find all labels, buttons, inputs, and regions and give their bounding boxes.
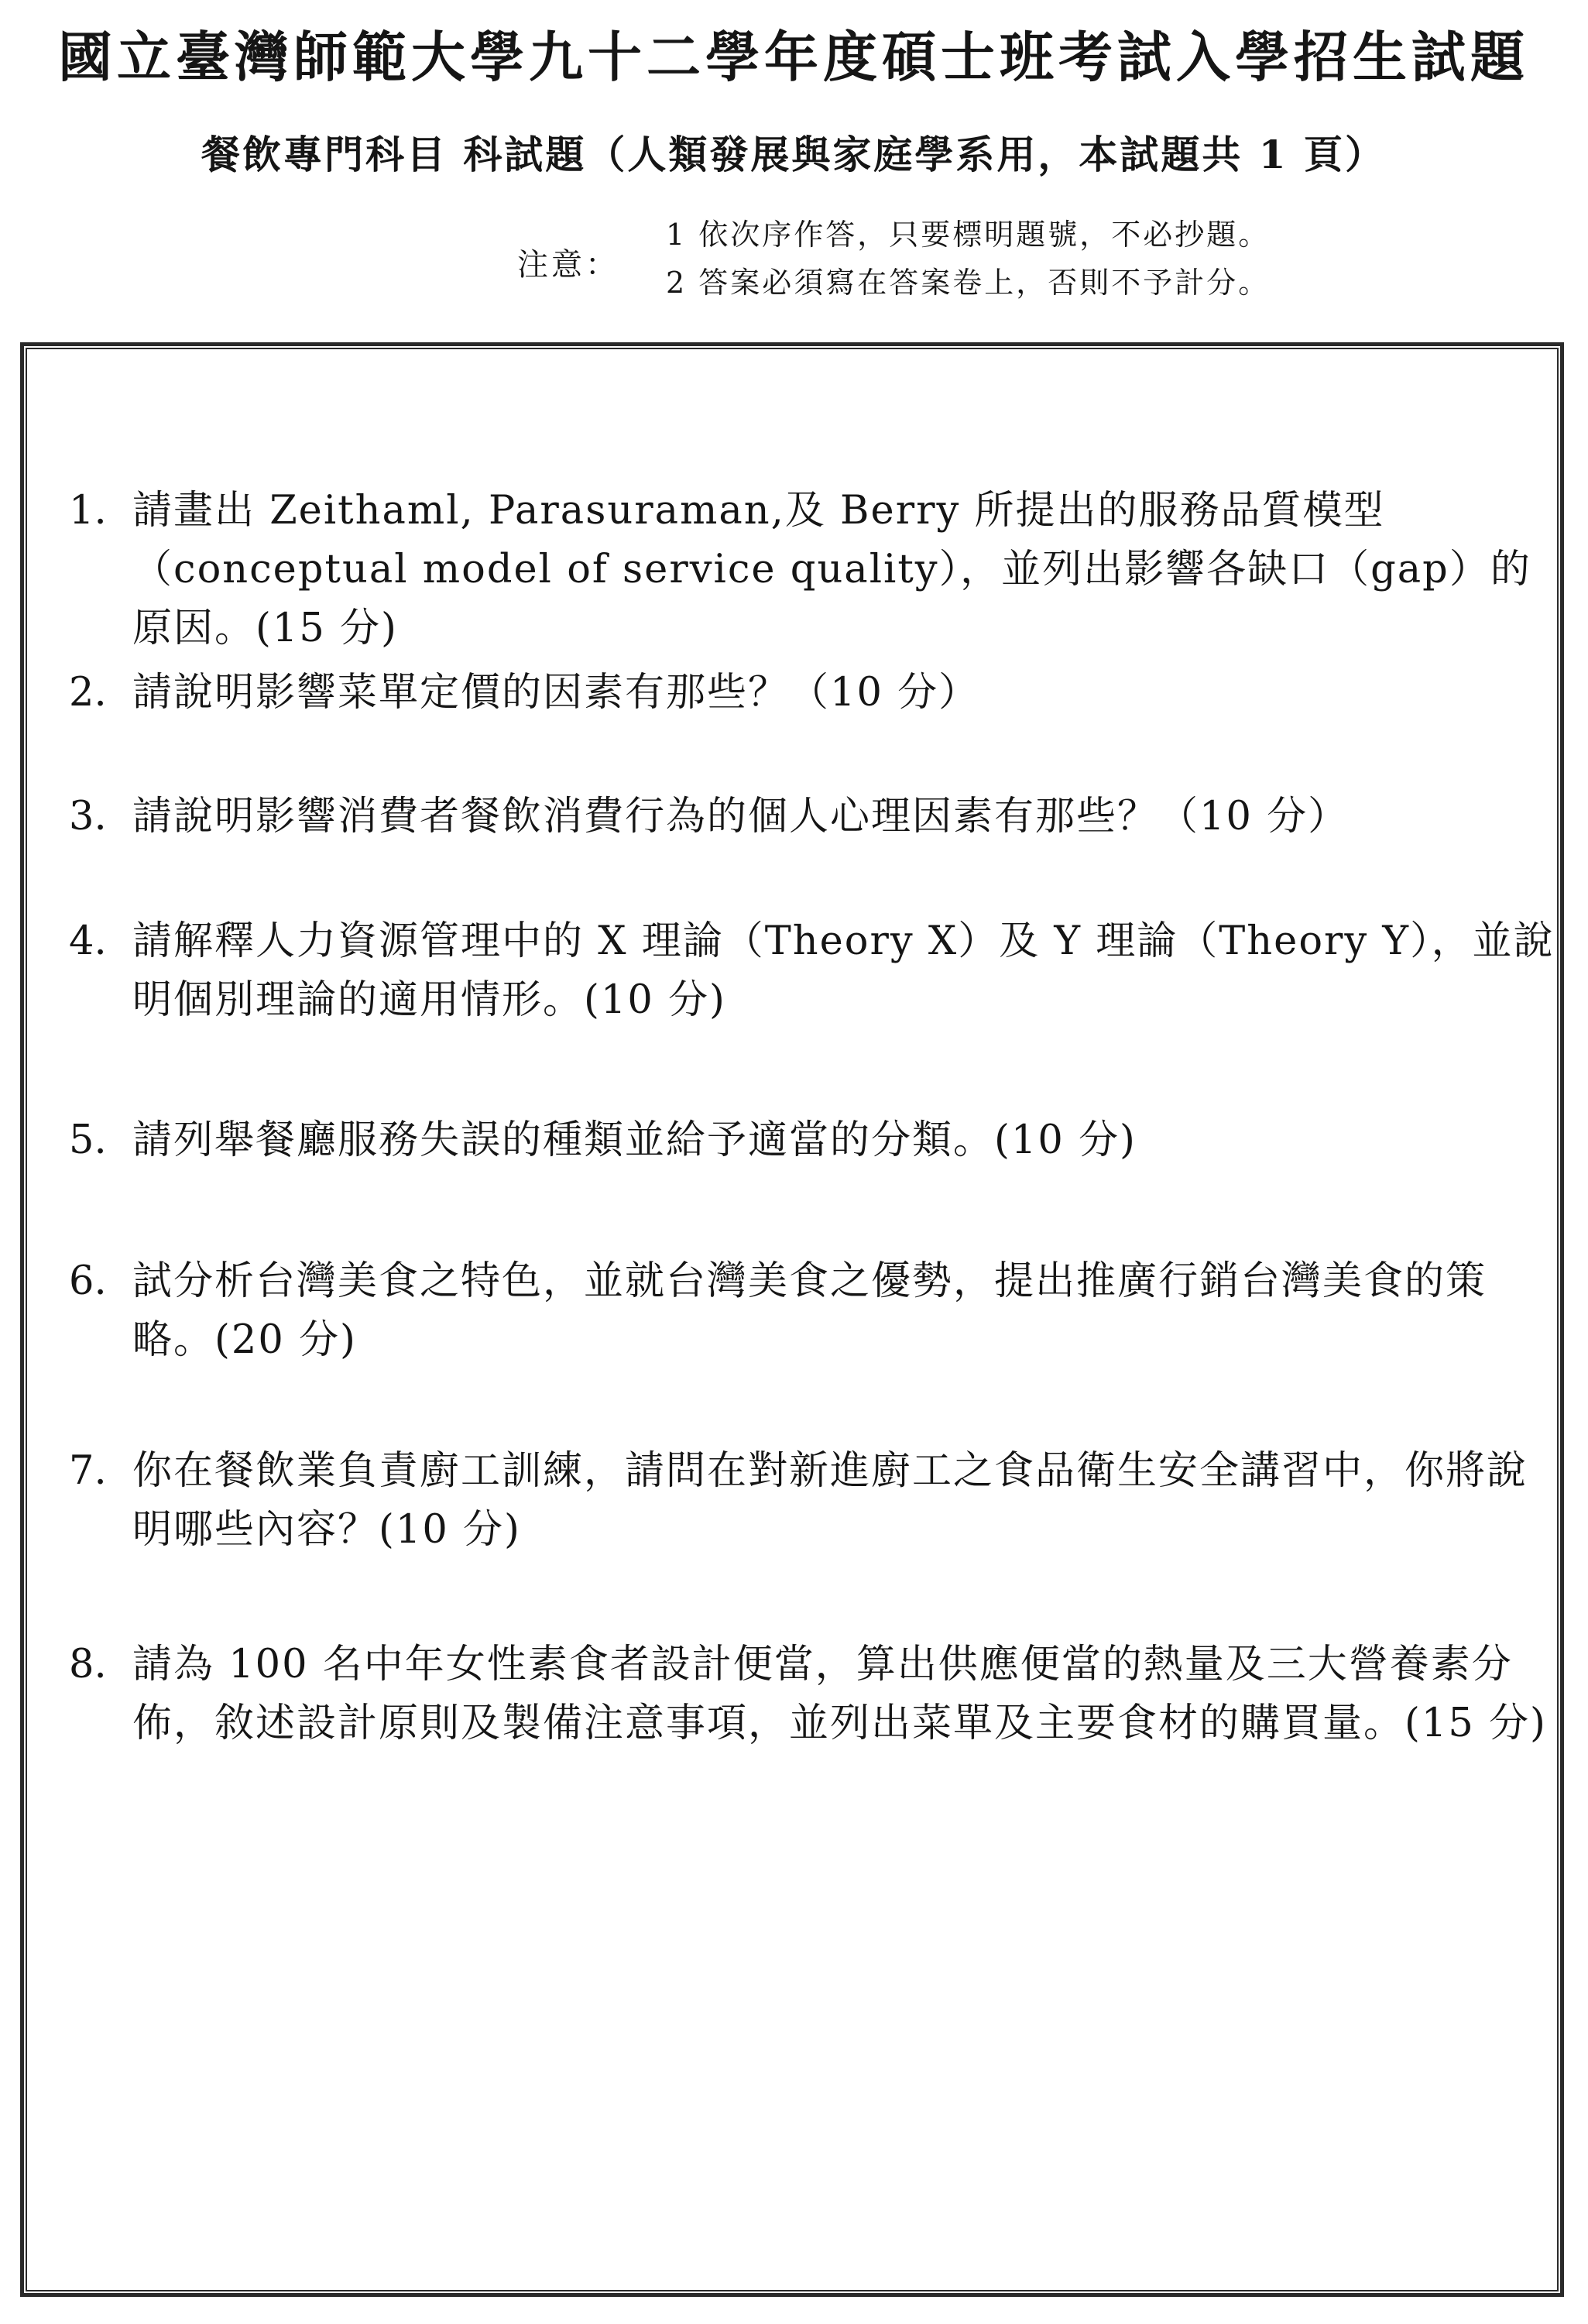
question-6 — [69, 1252, 1563, 1370]
exam-title: 國立臺灣師範大學九十二學年度碩士班考試入學招生試題 — [58, 25, 1529, 89]
question-number: 8. — [69, 1642, 107, 1687]
question-number: 7. — [69, 1448, 107, 1494]
question-3 — [69, 788, 1563, 846]
question-number: 3. — [69, 794, 107, 839]
exam-subtitle: 餐飲專門科目 科試題（人類發展與家庭學系用，本試題共 1 頁） — [201, 132, 1386, 177]
question-text: 請畫出 Zeithaml, Parasuraman,及 Berry 所提出的服務品質模型（conceptual model of service quality），並列出影響各缺口（gap）的原因。(15 分) — [132, 488, 1531, 651]
question-number: 6. — [69, 1258, 107, 1304]
note-item: 2 答案必須寫在答案卷上，否則不予計分。 — [666, 266, 1271, 300]
question-text: 請為 100 名中年女性素食者設計便當，算出供應便當的熱量及三大營養素分佈，敘述設計原則及製備注意事項，並列出菜單及主要食材的購買量。(15 分) — [132, 1642, 1547, 1746]
question-7 — [69, 1442, 1563, 1560]
question-8 — [69, 1636, 1563, 1753]
notes-list — [666, 211, 1270, 307]
question-number: 1. — [69, 488, 107, 534]
question-number: 4. — [69, 918, 107, 964]
question-text: 請解釋人力資源管理中的 X 理論（Theory X）及 Y 理論（Theory Y），並說明個別理論的適用情形。(10 分) — [132, 918, 1555, 1023]
question-number: 2. — [69, 670, 107, 716]
question-text: 請列舉餐廳服務失誤的種類並給予適當的分類。(10 分) — [132, 1117, 1137, 1163]
notes-label: 注意： — [517, 247, 619, 283]
question-text: 你在餐飲業負責廚工訓練，請問在對新進廚工之食品衛生安全講習中，你將說明哪些內容？(10 分) — [132, 1448, 1528, 1553]
question-text: 請說明影響消費者餐飲消費行為的個人心理因素有那些？（10 分） — [132, 794, 1350, 839]
question-text: 試分析台灣美食之特色，並就台灣美食之優勢，提出推廣行銷台灣美食的策略。(20 分) — [132, 1258, 1487, 1363]
question-number: 5. — [69, 1117, 107, 1163]
note-item: 1 依次序作答，只要標明題號，不必抄題。 — [666, 218, 1271, 252]
question-frame — [20, 342, 1564, 2297]
question-text: 請說明影響菜單定價的因素有那些？（10 分） — [132, 670, 980, 716]
question-5 — [69, 1111, 1563, 1170]
question-4 — [69, 912, 1563, 1030]
question-2 — [69, 664, 1563, 723]
question-1 — [69, 482, 1563, 658]
